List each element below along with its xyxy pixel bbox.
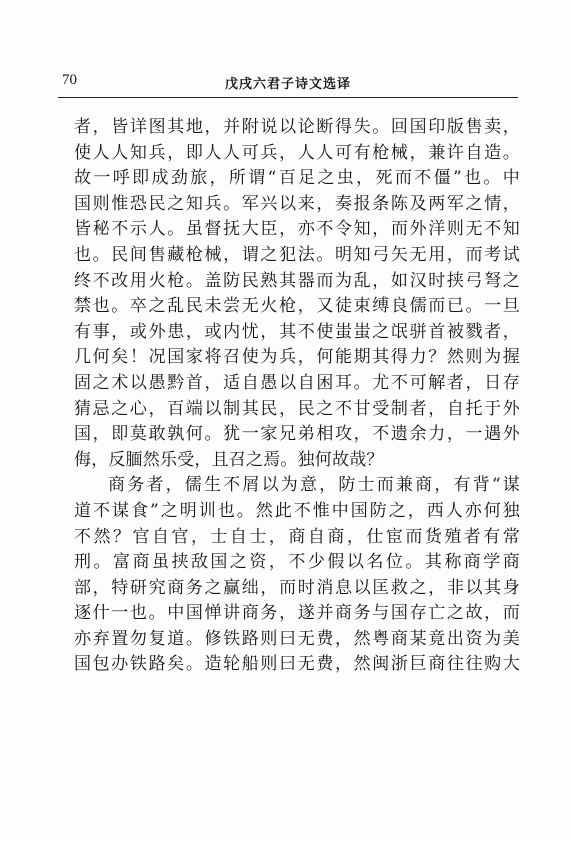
text-line: 国则惟恐民之知兵。军兴以来，奏报条陈及两军之情， [74,193,520,214]
text-line: 国，即莫敢孰何。犹一家兄弟相攻，不遗余力，一遇外 [74,424,520,445]
paragraph-2 [74,473,520,678]
text-line: 商务者，儒生不屑以为意，防士而兼商，有背“谋 [108,475,520,496]
text-line: 道不谋食”之明训也。然此不惟中国防之，西人亦何独 [74,500,520,521]
text-line: 固之术以愚黔首，适自愚以自困耳。尤不可解者，日存 [74,372,520,393]
text-line: 侮，反腼然乐受，且召之焉。独何故哉？ [74,449,384,470]
text-line: 逐什一也。中国惮讲商务，遂并商务与国存亡之故，而 [74,603,520,624]
page-header [58,70,518,96]
text-line: 不然？官自官，士自士，商自商，仕宦而货殖者有常 [74,526,520,547]
text-line: 者，皆详图其地，并附说以论断得失。回国印版售卖， [74,117,520,137]
text-line: 也。民间售藏枪械，谓之犯法。明知弓矢无用，而考试 [74,244,520,265]
text-line: 使人人知兵，即人人可兵，人人可有枪械，兼许自造。 [74,142,520,163]
text-line: 终不改用火枪。盖防民熟其器而为乱，如汉时挟弓弩之 [74,270,520,291]
page-number: 70 [62,72,77,88]
text-line: 刑。富商虽挟敌国之资，不少假以名位。其称商学商 [74,552,520,573]
text-line: 皆秘不示人。虽督抚大臣，亦不令知，而外洋则无不知 [74,219,520,240]
text-line: 国包办铁路矣。造轮船则曰无费，然闽浙巨商往往购大 [74,654,520,675]
header-rule [58,97,518,98]
paragraph-1 [74,115,520,473]
running-title: 戊戌六君子诗文选译 [224,77,351,92]
text-line: 禁也。卒之乱民未尝无火枪，又徒束缚良儒而已。一旦 [74,296,520,317]
text-line: 猜忌之心，百端以制其民，民之不甘受制者，自托于外 [74,398,520,419]
text-line: 亦弃置勿复道。修铁路则曰无费，然粤商某竟出资为美 [74,628,520,649]
body-text [74,115,520,678]
text-line: 部，特研究商务之赢绌，而时消息以匡救之，非以其身 [74,577,520,598]
text-line: 故一呼即成劲旅，所谓“百足之虫，死而不僵”也。中 [74,168,520,189]
text-line: 几何矣！况国家将召使为兵，何能期其得力？然则为握 [74,347,520,368]
text-line: 有事，或外患，或内忧，其不使蚩蚩之氓骈首被戮者， [74,321,520,342]
